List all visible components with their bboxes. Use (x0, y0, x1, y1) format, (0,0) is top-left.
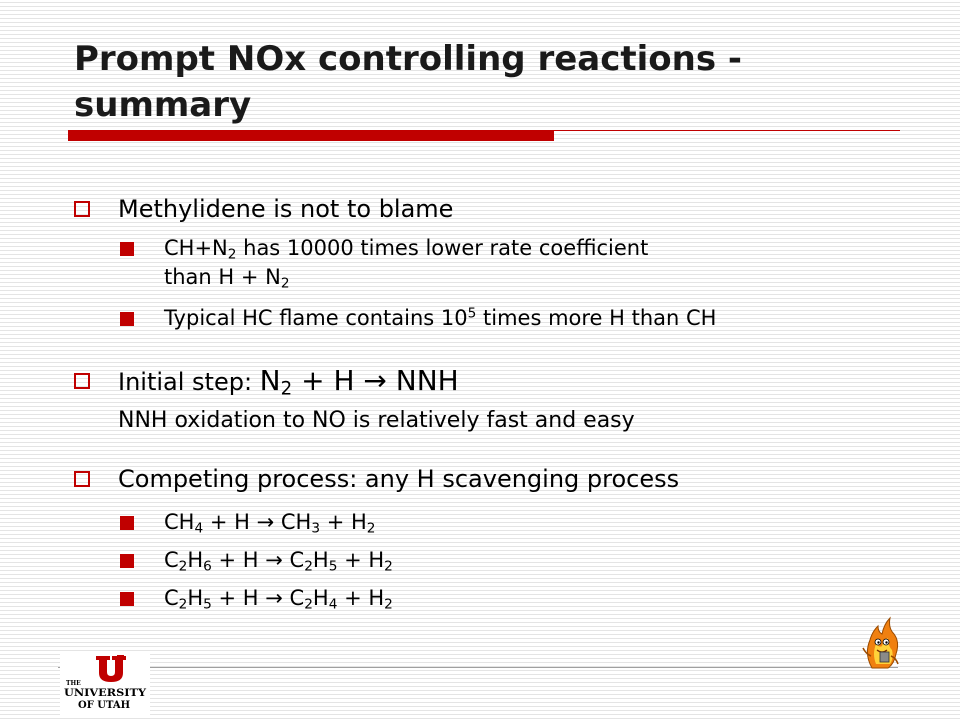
filled-square-bullet-icon (120, 592, 134, 606)
title-underline-bar (68, 130, 554, 141)
reaction-equation: $C_2H_6 + H \to C_2H_5 + H_2$ (164, 548, 393, 575)
university-of-utah-logo (60, 654, 150, 716)
filled-square-bullet-icon (120, 554, 134, 568)
subbullet-text: $CH+N_2$ has 10000 times lower rate coefficient than $H + N_2$ (164, 236, 649, 292)
bullet-text: Competing process: any H scavenging process (118, 465, 680, 493)
title-line-1: Prompt NOx controlling reactions - (74, 39, 743, 79)
hollow-square-bullet-icon (74, 201, 90, 217)
arrow-icon: → (265, 586, 283, 610)
svg-text:OF UTAH: OF UTAH (78, 700, 131, 711)
bullet-text: Initial step: $N_2 + H$ → NNH (118, 364, 459, 400)
reaction-equation: $CH_4 + H \to CH_3 + H_2$ (164, 510, 376, 537)
flame-mascot-icon (858, 612, 904, 672)
title-line-2: summary (74, 85, 252, 125)
footer-rule (58, 667, 898, 668)
slide-title (74, 36, 924, 128)
filled-square-bullet-icon (120, 312, 134, 326)
arrow-icon: → (256, 510, 275, 534)
reaction-equation: $C_2H_5 + H \to C_2H_4 + H_2$ (164, 586, 393, 613)
arrow-icon: → (265, 548, 283, 572)
filled-square-bullet-icon (120, 516, 134, 530)
arrow-icon: → (363, 364, 387, 397)
svg-text:THE: THE (66, 680, 81, 687)
bullet-text: Methylidene is not to blame (118, 195, 454, 223)
nnh-oxidation-note: NNH oxidation to NO is relatively fast and easy (118, 408, 635, 433)
subbullet-text: Typical HC flame contains $10^5$ times more H than CH (164, 305, 717, 330)
hollow-square-bullet-icon (74, 373, 90, 389)
svg-text:UNIVERSITY: UNIVERSITY (64, 688, 147, 699)
filled-square-bullet-icon (120, 242, 134, 256)
hollow-square-bullet-icon (74, 471, 90, 487)
